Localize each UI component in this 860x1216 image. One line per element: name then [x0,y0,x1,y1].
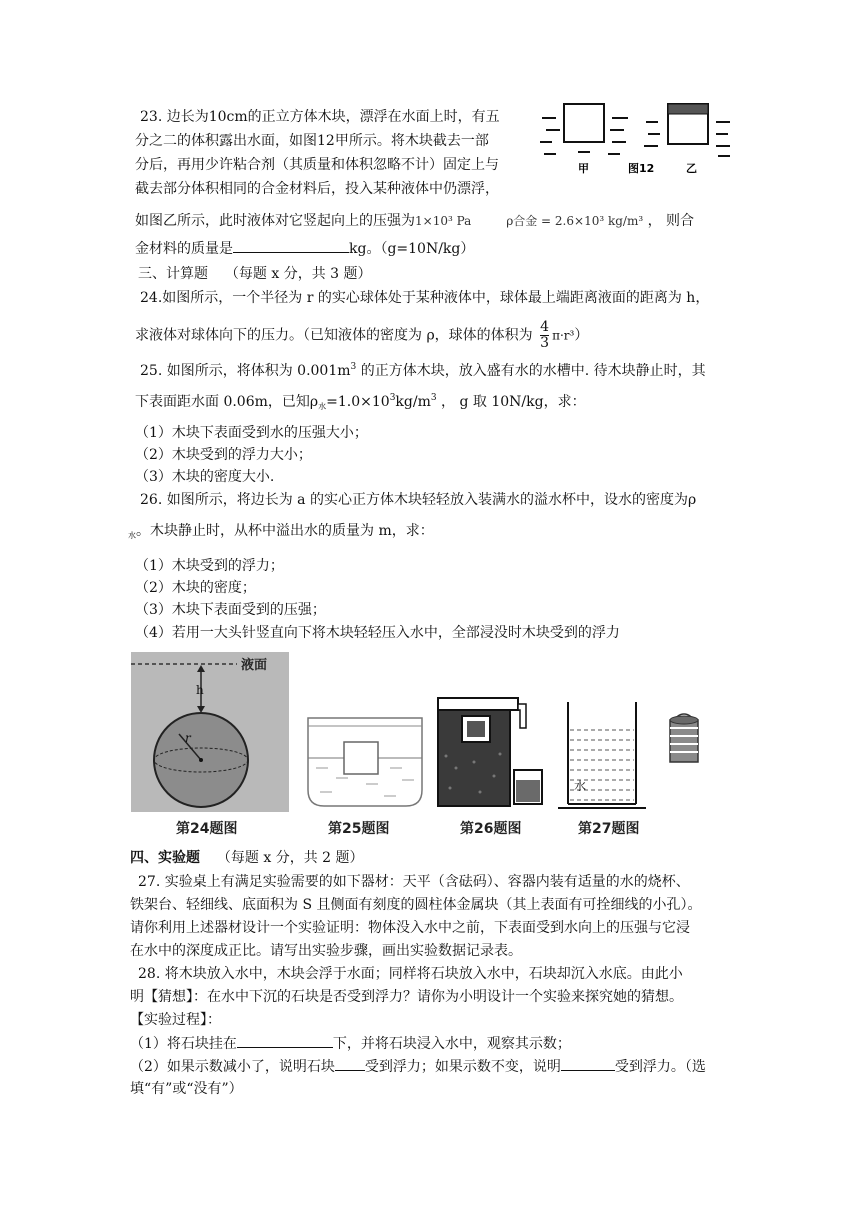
q23-line6 [135,238,474,259]
q27-line3: 请你利用上述器材设计一个实验证明：物体没入水中之前，下表面受到水向上的压强与它浸 [130,920,690,936]
fig24-liquid-label: 液面 [241,658,268,673]
figure-25 [306,714,424,810]
q24-line1: 24.如图所示，一个半径为 r 的实心球体处于某种液体中，球体最上端距离液面的距离为 h， [140,290,710,306]
q23-line5 [135,211,694,231]
q28-line6: 填“有”或“没有”） [130,1081,243,1097]
q27-line1: 27. 实验桌上有满足实验需要的如下器材：天平（含砝码）、容器内装有适量的水的烧杯、 [138,874,690,890]
answer-blank[interactable] [237,1033,333,1048]
figure-27 [554,700,704,812]
answer-blank[interactable] [335,1056,365,1071]
q25-sub: 水 [318,402,327,411]
section4-note: （每题 x 分，共 2 题） [216,850,364,866]
q27-line2: 铁架台、轻细线、底面积为 S 且侧面有刻度的圆柱体金属块（其上表面有可拴细线的小孔）。 [130,897,702,913]
q26-line2 [128,521,434,546]
fig12-caption: 图12 [628,162,655,175]
q28-line2: 明【猜想】：在水中下沉的石块是否受到浮力？请你为小明设计一个实验来探究她的猜想。 [130,989,683,1005]
q25-line1 [140,357,706,381]
q25-line2-d: ， g 取 10N/kg，求： [436,394,586,410]
q25-line2-b: =1.0×10 [326,394,390,410]
answer-blank[interactable] [561,1056,615,1071]
q24-line2 [135,320,588,351]
q26-item: （4）若用一大头针竖直向下将木块轻轻压入水中，全部浸没时木块受到的浮力 [135,625,620,641]
q25-line2-a: 下表面距水面 0.06m，已知ρ [135,394,319,410]
q25-line1-a: 25. 如图所示，将体积为 0.001m [140,363,351,379]
q28-line4 [130,1033,571,1054]
section4-heading [130,848,364,868]
section3-note: （每题 x 分，共 3 题） [224,266,372,282]
q28-line5-b: 受到浮力；如果示数不变，说明 [364,1059,561,1075]
q23-line6-text: 金材料的质量是 [135,241,233,257]
q25-item: （1）木块下表面受到水的压强大小； [135,425,368,441]
q24-line2-text: 求液体对球体向下的压力。（已知液体的密度为 ρ，球体的体积为 [135,327,533,344]
q23-line3: 分后，再用少许粘合剂（其质量和体积忽略不计）固定上与 [135,157,499,173]
q23-line4: 截去部分体积相同的合金材料后，投入某种液体中仍漂浮， [135,181,499,197]
q28-line1: 28. 将木块放入水中，木块会浮于水面；同样将石块放入水中，石块却沉入水底。由此小 [138,966,683,982]
q25-item: （2）木块受到的浮力大小； [135,447,312,463]
q23-line2: 分之二的体积露出水面，如图12甲所示。将木块截去一部 [135,133,489,149]
figure-26 [434,696,548,812]
section4-title: 四、实验题 [130,850,200,866]
q28-line3: 【实验过程】： [130,1012,221,1028]
fig12-jia: 甲 [578,162,589,175]
q28-line4-a: （1）将石块挂在 [130,1036,237,1052]
caption-fig27: 第27题图 [578,821,640,837]
q25-line2-c: kg/m [395,394,431,410]
q28-line5-a: （2）如果示数减小了，说明石块 [130,1059,335,1075]
figure-24 [131,652,289,812]
q23-line5-text: 如图乙所示，此时液体对它竖起向上的压强为 [135,213,415,229]
q25-item: （3）木块的密度大小. [135,469,275,485]
q26-line1: 26. 如图所示，将边长为 a 的实心正方体木块轻轻放入装满水的溢水杯中，设水的密度为ρ [140,492,697,508]
fig27-water-label: 水 [574,779,587,793]
q25-sup3: 3 [430,393,437,403]
pressure-value: 1×10³ Pa [415,214,472,228]
q23-line1: 23. 边长为10cm的正立方体木块，漂浮在水面上时，有五 [140,109,500,125]
volume-fraction [540,320,549,351]
q26-item: （1）木块受到的浮力； [135,558,284,574]
q24-line2-tail: ） [574,327,589,344]
answer-blank[interactable] [233,238,349,253]
caption-fig26: 第26题图 [460,821,522,837]
q27-line4: 在水中的深度成正比。请写出实验步骤，画出实验数据记录表。 [130,943,522,959]
section3-title: 三、计算题 [138,266,208,282]
fig24-r-label: r [185,731,191,745]
q25-line1-b: 的正方体木块，放入盛有水的水槽中. 待木块静止时，其 [356,363,706,379]
figure-12 [538,98,734,178]
q25-line2 [135,388,586,417]
q28-line5-c: 受到浮力。（选 [614,1059,706,1075]
fig12-yi: 乙 [686,162,697,175]
fraction-rest: π·r³ [552,328,575,343]
q28-line4-b: 下，并将石块浸入水中，观察其示数； [332,1036,571,1052]
fig24-h-label: h [196,683,204,697]
alloy-density: ρ合金 = 2.6×10³ kg/m³ [506,214,644,228]
caption-fig25: 第25题图 [328,821,390,837]
fraction-numerator: 4 [540,319,550,335]
q23-line6-tail: kg。（g=10N/kg） [349,241,475,257]
q23-line5-tail: ， 则合 [647,213,695,229]
q25-sup: 3 [350,362,357,372]
q26-item: （3）木块下表面受到的压强； [135,602,326,618]
q26-sub: 水 [128,531,136,540]
fraction-denominator: 3 [540,335,550,351]
caption-fig24: 第24题图 [176,821,238,837]
q26-line2-text: 。木块静止时，从杯中溢出水的质量为 m，求： [136,523,434,539]
q26-item: （2）木块的密度； [135,580,256,596]
q28-line5 [130,1056,706,1077]
q25-sup2: 3 [389,393,396,403]
section3-heading [138,264,372,284]
